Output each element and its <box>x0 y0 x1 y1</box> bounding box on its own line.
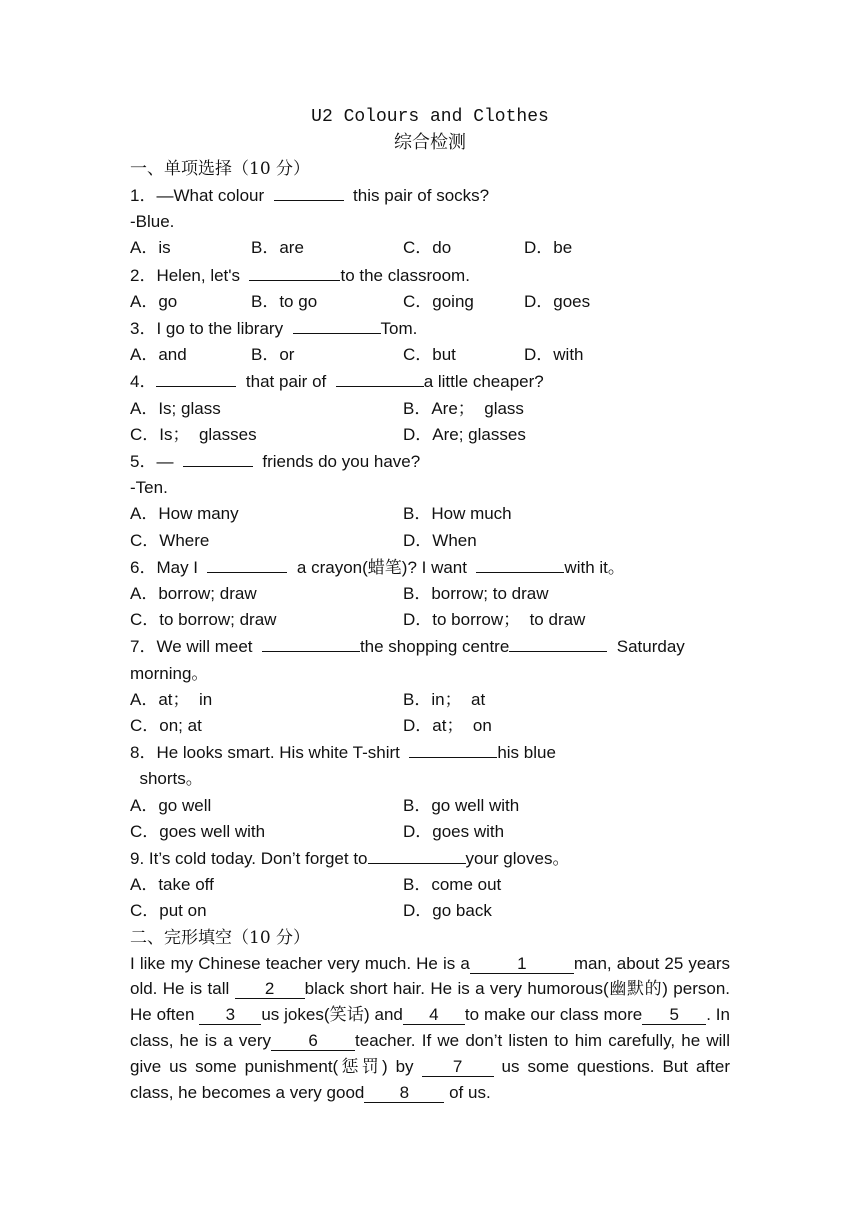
options-row <box>130 501 730 527</box>
option-b[interactable]: B．to go <box>251 291 318 311</box>
worksheet-subtitle: 综合检测 <box>394 132 466 153</box>
cloze-blank-8[interactable]: 8 <box>364 1084 444 1103</box>
option-b[interactable]: B．come out <box>403 875 502 895</box>
answer-blank[interactable] <box>409 739 497 758</box>
cloze-blank-7[interactable]: 7 <box>422 1058 494 1077</box>
option-c[interactable]: C．put on <box>130 901 207 921</box>
answer-blank[interactable] <box>183 448 253 467</box>
option-c[interactable]: C．on; at <box>130 716 202 736</box>
option-b[interactable]: B．Are； glass <box>403 398 524 418</box>
section-heading-multiple-choice: 一、单项选择（10 分） <box>130 159 311 179</box>
option-d[interactable]: D．with <box>524 345 584 365</box>
question-text: the shopping centre <box>359 637 510 657</box>
options-row <box>130 819 730 845</box>
answer-blank[interactable] <box>368 845 466 864</box>
answer-blank[interactable] <box>509 633 607 652</box>
answer-blank[interactable] <box>476 554 564 573</box>
options-row <box>130 793 730 819</box>
question-3 <box>130 315 730 368</box>
worksheet-title: U2 Colours and Clothes <box>311 107 549 127</box>
option-c[interactable]: C．to borrow; draw <box>130 610 277 630</box>
question-8 <box>130 739 730 845</box>
question-1 <box>130 182 730 262</box>
question-text: to the classroom. <box>340 265 470 285</box>
options-row <box>130 607 730 633</box>
question-text: Saturday <box>607 637 685 657</box>
option-a[interactable]: A．take off <box>130 875 214 895</box>
answer-blank[interactable] <box>249 262 340 281</box>
option-b[interactable]: B．go well with <box>403 795 520 815</box>
answer-blank[interactable] <box>274 182 344 201</box>
answer-blank[interactable] <box>156 368 236 387</box>
question-6 <box>130 554 730 634</box>
question-text: with it。 <box>564 557 625 577</box>
passage-text: to make our class more <box>464 1005 643 1025</box>
option-b[interactable]: B．are <box>251 238 304 258</box>
question-text: 4． <box>130 372 157 392</box>
question-text: a little cheaper? <box>423 372 544 392</box>
question-5 <box>130 448 730 554</box>
options-row <box>130 713 730 739</box>
question-text: 5．— <box>130 452 183 472</box>
option-d[interactable]: D．goes with <box>403 821 505 841</box>
option-a[interactable]: A．is <box>130 238 171 258</box>
question-text: 9. It’s cold today. Don’t forget to <box>130 849 368 869</box>
option-d[interactable]: D．When <box>403 530 477 550</box>
option-c[interactable]: C．goes well with <box>130 821 266 841</box>
options-row <box>130 872 730 898</box>
question-text: a crayon(蜡笔)? I want <box>287 557 477 577</box>
options-row <box>130 396 730 422</box>
section-heading-cloze: 二、完形填空（10 分） <box>130 927 311 948</box>
passage-text: black short hair. He is a very humorous(幽默的) person. He often <box>130 979 730 1025</box>
option-d[interactable]: D．go back <box>403 901 492 921</box>
option-c[interactable]: C．going <box>403 291 474 311</box>
cloze-blank-4[interactable]: 4 <box>403 1006 465 1025</box>
question-text-continued: morning。 <box>130 663 209 683</box>
question-text: Tom. <box>380 319 418 339</box>
question-7 <box>130 633 730 739</box>
question-text: your gloves。 <box>465 849 570 869</box>
cloze-blank-5[interactable]: 5 <box>642 1006 706 1025</box>
cloze-blank-3[interactable]: 3 <box>199 1006 261 1025</box>
options-row <box>130 687 730 713</box>
options-row <box>130 898 730 924</box>
options-row <box>130 422 730 448</box>
option-a[interactable]: A．at； in <box>130 689 213 709</box>
question-text: 1．—What colour <box>130 186 274 205</box>
answer-blank[interactable] <box>207 554 287 573</box>
question-text: his blue <box>497 743 556 763</box>
option-d[interactable]: D．goes <box>524 291 591 311</box>
option-a[interactable]: A．and <box>130 345 187 365</box>
passage-text: teacher. If we don’t listen to him carefully, he will give us some punishment(惩罚) by <box>130 1031 730 1076</box>
option-b[interactable]: B．in； at <box>403 689 486 709</box>
option-d[interactable]: D．be <box>524 238 573 258</box>
option-a[interactable]: A．go <box>130 291 178 311</box>
question-text: this pair of socks? <box>343 186 490 205</box>
option-a[interactable]: A．go well <box>130 795 212 815</box>
option-a[interactable]: A．How many <box>130 504 239 524</box>
option-b[interactable]: B．or <box>251 345 295 365</box>
passage-text: I like my Chinese teacher very much. He is a <box>130 953 470 973</box>
question-text: 6．May I <box>130 557 208 577</box>
question-9 <box>130 845 730 925</box>
passage-text: man, about 25 years old. He is tall <box>130 953 730 999</box>
question-text: that pair of <box>236 372 336 392</box>
option-a[interactable]: A．borrow; draw <box>130 584 257 604</box>
option-a[interactable]: A．Is; glass <box>130 398 221 418</box>
question-text: 3．I go to the library <box>130 319 293 339</box>
answer-blank[interactable] <box>293 315 381 334</box>
question-text: 8．He looks smart. His white T-shirt <box>130 743 410 763</box>
question-text: friends do you have? <box>252 452 421 472</box>
passage-text: us jokes(笑话) and <box>261 1005 403 1025</box>
answer-blank[interactable] <box>262 633 360 652</box>
question-text: 2．Helen, let's <box>130 265 250 285</box>
answer-blank[interactable] <box>336 368 424 387</box>
cloze-blank-6[interactable]: 6 <box>271 1032 355 1051</box>
option-b[interactable]: B．borrow; to draw <box>403 584 549 604</box>
cloze-blank-2[interactable]: 2 <box>235 980 305 999</box>
options-row <box>130 528 730 554</box>
question-text-continued: shorts。 <box>130 769 203 789</box>
passage-text: of us. <box>444 1082 491 1102</box>
option-d[interactable]: D．at； on <box>403 716 492 736</box>
cloze-passage <box>130 951 730 1106</box>
option-c[interactable]: C．Is； glasses <box>130 424 257 444</box>
question-2 <box>130 262 730 315</box>
cloze-blank-1[interactable]: 1 <box>470 955 574 974</box>
options-row <box>130 342 730 368</box>
option-c[interactable]: C．Where <box>130 530 210 550</box>
question-text: 7．We will meet <box>130 637 262 657</box>
options-row <box>130 235 730 261</box>
option-c[interactable]: C．do <box>403 238 452 258</box>
options-row <box>130 289 730 315</box>
answer-line: -Blue. <box>130 212 175 232</box>
passage-text: us some questions. But after class, he becomes a very good <box>130 1056 730 1102</box>
answer-line: -Ten. <box>130 478 168 498</box>
options-row <box>130 581 730 607</box>
option-b[interactable]: B．How much <box>403 504 512 524</box>
option-d[interactable]: D．Are; glasses <box>403 424 526 444</box>
option-c[interactable]: C．but <box>403 345 456 365</box>
question-4 <box>130 368 730 448</box>
passage-text: . In class, he is a very <box>130 1005 730 1051</box>
option-d[interactable]: D．to borrow； to draw <box>403 610 586 630</box>
worksheet-page <box>130 104 730 1105</box>
